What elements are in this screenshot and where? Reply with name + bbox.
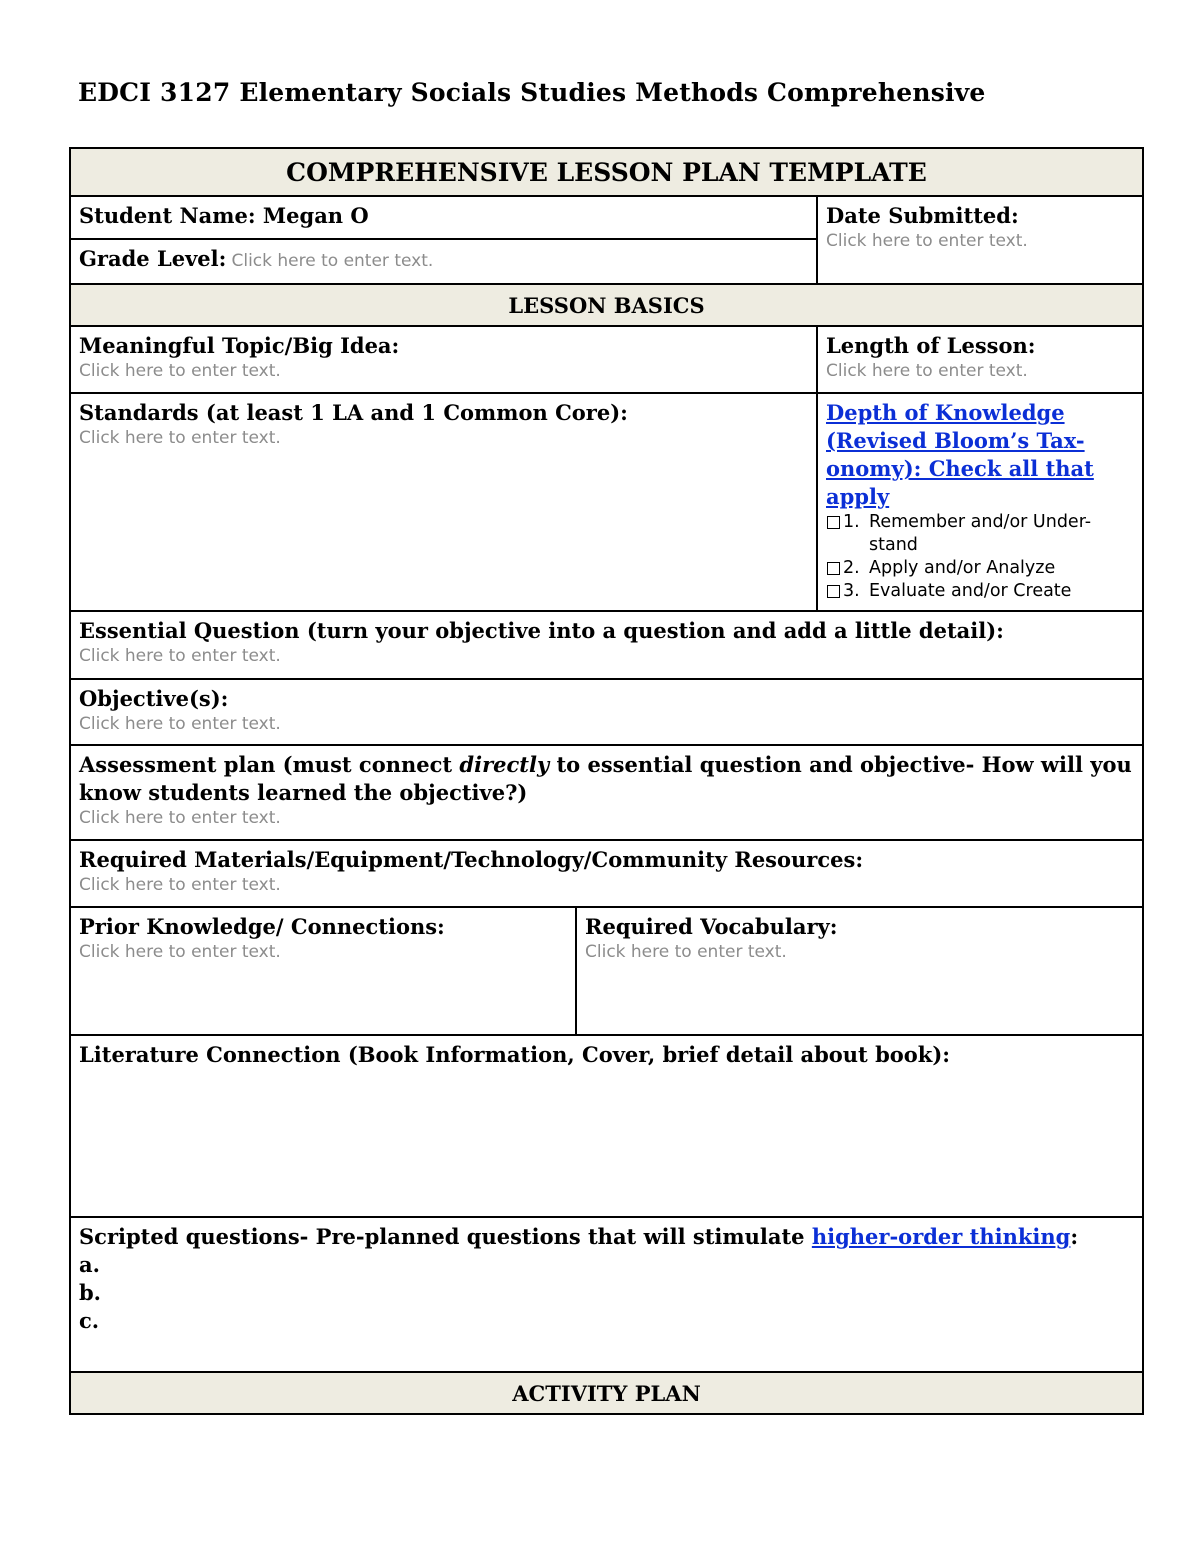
date-submitted-cell: [817, 196, 1143, 284]
literature-label: Literature Connection (Book Information, Cover, brief detail about book):: [79, 1042, 951, 1067]
assessment-label: [79, 751, 1134, 807]
list-item[interactable]: b.: [79, 1280, 101, 1305]
vocabulary-label: Required Vocabulary:: [585, 914, 838, 939]
materials-field[interactable]: Click here to enter text.: [79, 875, 281, 895]
materials-cell: [70, 840, 1143, 907]
length-field[interactable]: Click here to enter text.: [826, 361, 1028, 381]
checkbox-icon[interactable]: [827, 516, 840, 529]
student-name-cell: [70, 196, 817, 239]
dok-option-number: 2.: [843, 558, 860, 578]
objectives-label: Objective(s):: [79, 686, 229, 711]
length-cell: [817, 326, 1143, 393]
literature-cell: [70, 1035, 1143, 1217]
grade-level-field[interactable]: Click here to enter text.: [231, 251, 434, 271]
document-title: EDCI 3127 Elementary Socials Studies Methods Comprehensive: [78, 78, 986, 107]
assessment-label-emphasis: directly: [459, 752, 550, 777]
dok-option-label: Remember and/or Under-stand: [869, 512, 1092, 555]
vocabulary-cell: [576, 907, 1143, 1035]
date-submitted-label: Date Submitted:: [826, 203, 1019, 228]
dok-option-2[interactable]: [826, 557, 1134, 580]
dok-option-label: Evaluate and/or Create: [869, 581, 1072, 601]
dok-option-number: 1.: [843, 512, 860, 532]
standards-label: Standards (at least 1 LA and 1 Common Core):: [79, 400, 628, 425]
checkbox-icon[interactable]: [827, 562, 840, 575]
standards-cell: [70, 393, 817, 611]
higher-order-thinking-link[interactable]: higher-order thinking: [811, 1224, 1071, 1249]
topic-field[interactable]: Click here to enter text.: [79, 361, 281, 381]
essential-question-field[interactable]: Click here to enter text.: [79, 646, 281, 666]
scripted-questions-cell: [70, 1217, 1143, 1372]
prior-knowledge-cell: [70, 907, 576, 1035]
student-name-label: Student Name: Megan O: [79, 203, 369, 228]
list-item[interactable]: c.: [79, 1308, 100, 1333]
scripted-prefix: Scripted questions- Pre-planned questions that will stimulate: [79, 1224, 812, 1249]
prior-knowledge-label: Prior Knowledge/ Connections:: [79, 914, 445, 939]
scripted-suffix: :: [1070, 1224, 1079, 1249]
assessment-label-part1: Assessment plan (must connect: [79, 752, 460, 777]
materials-label: Required Materials/Equipment/Technology/Community Resources:: [79, 847, 864, 872]
assessment-label-part2: to essential question and objective- How will you know students learned the objective?): [79, 752, 1132, 805]
objectives-cell: [70, 679, 1143, 745]
dok-option-1[interactable]: [826, 511, 1134, 557]
checkbox-icon[interactable]: [827, 585, 840, 598]
scripted-questions-label: [79, 1223, 1134, 1251]
topic-label: Meaningful Topic/Big Idea:: [79, 333, 400, 358]
length-label: Length of Lesson:: [826, 333, 1036, 358]
essential-question-label: Essential Question (turn your objective into a question and add a little detail):: [79, 618, 1004, 643]
date-submitted-field[interactable]: Click here to enter text.: [826, 231, 1028, 251]
lesson-plan-table: [69, 147, 1144, 1415]
objectives-field[interactable]: Click here to enter text.: [79, 714, 281, 734]
prior-knowledge-field[interactable]: Click here to enter text.: [79, 942, 281, 962]
list-item[interactable]: a.: [79, 1252, 100, 1277]
activity-plan-header: ACTIVITY PLAN: [70, 1372, 1143, 1414]
scripted-question-list: [79, 1251, 1134, 1335]
assessment-field[interactable]: Click here to enter text.: [79, 808, 281, 828]
vocabulary-field[interactable]: Click here to enter text.: [585, 942, 787, 962]
lesson-basics-header: LESSON BASICS: [70, 284, 1143, 326]
dok-option-number: 3.: [843, 581, 860, 601]
essential-question-cell: [70, 611, 1143, 679]
assessment-cell: [70, 745, 1143, 840]
dok-option-label: Apply and/or Analyze: [869, 558, 1056, 578]
topic-cell: [70, 326, 817, 393]
grade-level-label: Grade Level:: [79, 246, 227, 271]
dok-option-3[interactable]: [826, 580, 1134, 603]
dok-link[interactable]: Depth of Knowledge (Revised Bloom’s Tax-onomy): Check all that apply: [826, 400, 1094, 509]
template-header: COMPREHENSIVE LESSON PLAN TEMPLATE: [70, 148, 1143, 196]
grade-level-cell: [70, 239, 817, 284]
standards-field[interactable]: Click here to enter text.: [79, 428, 281, 448]
dok-cell: [817, 393, 1143, 611]
